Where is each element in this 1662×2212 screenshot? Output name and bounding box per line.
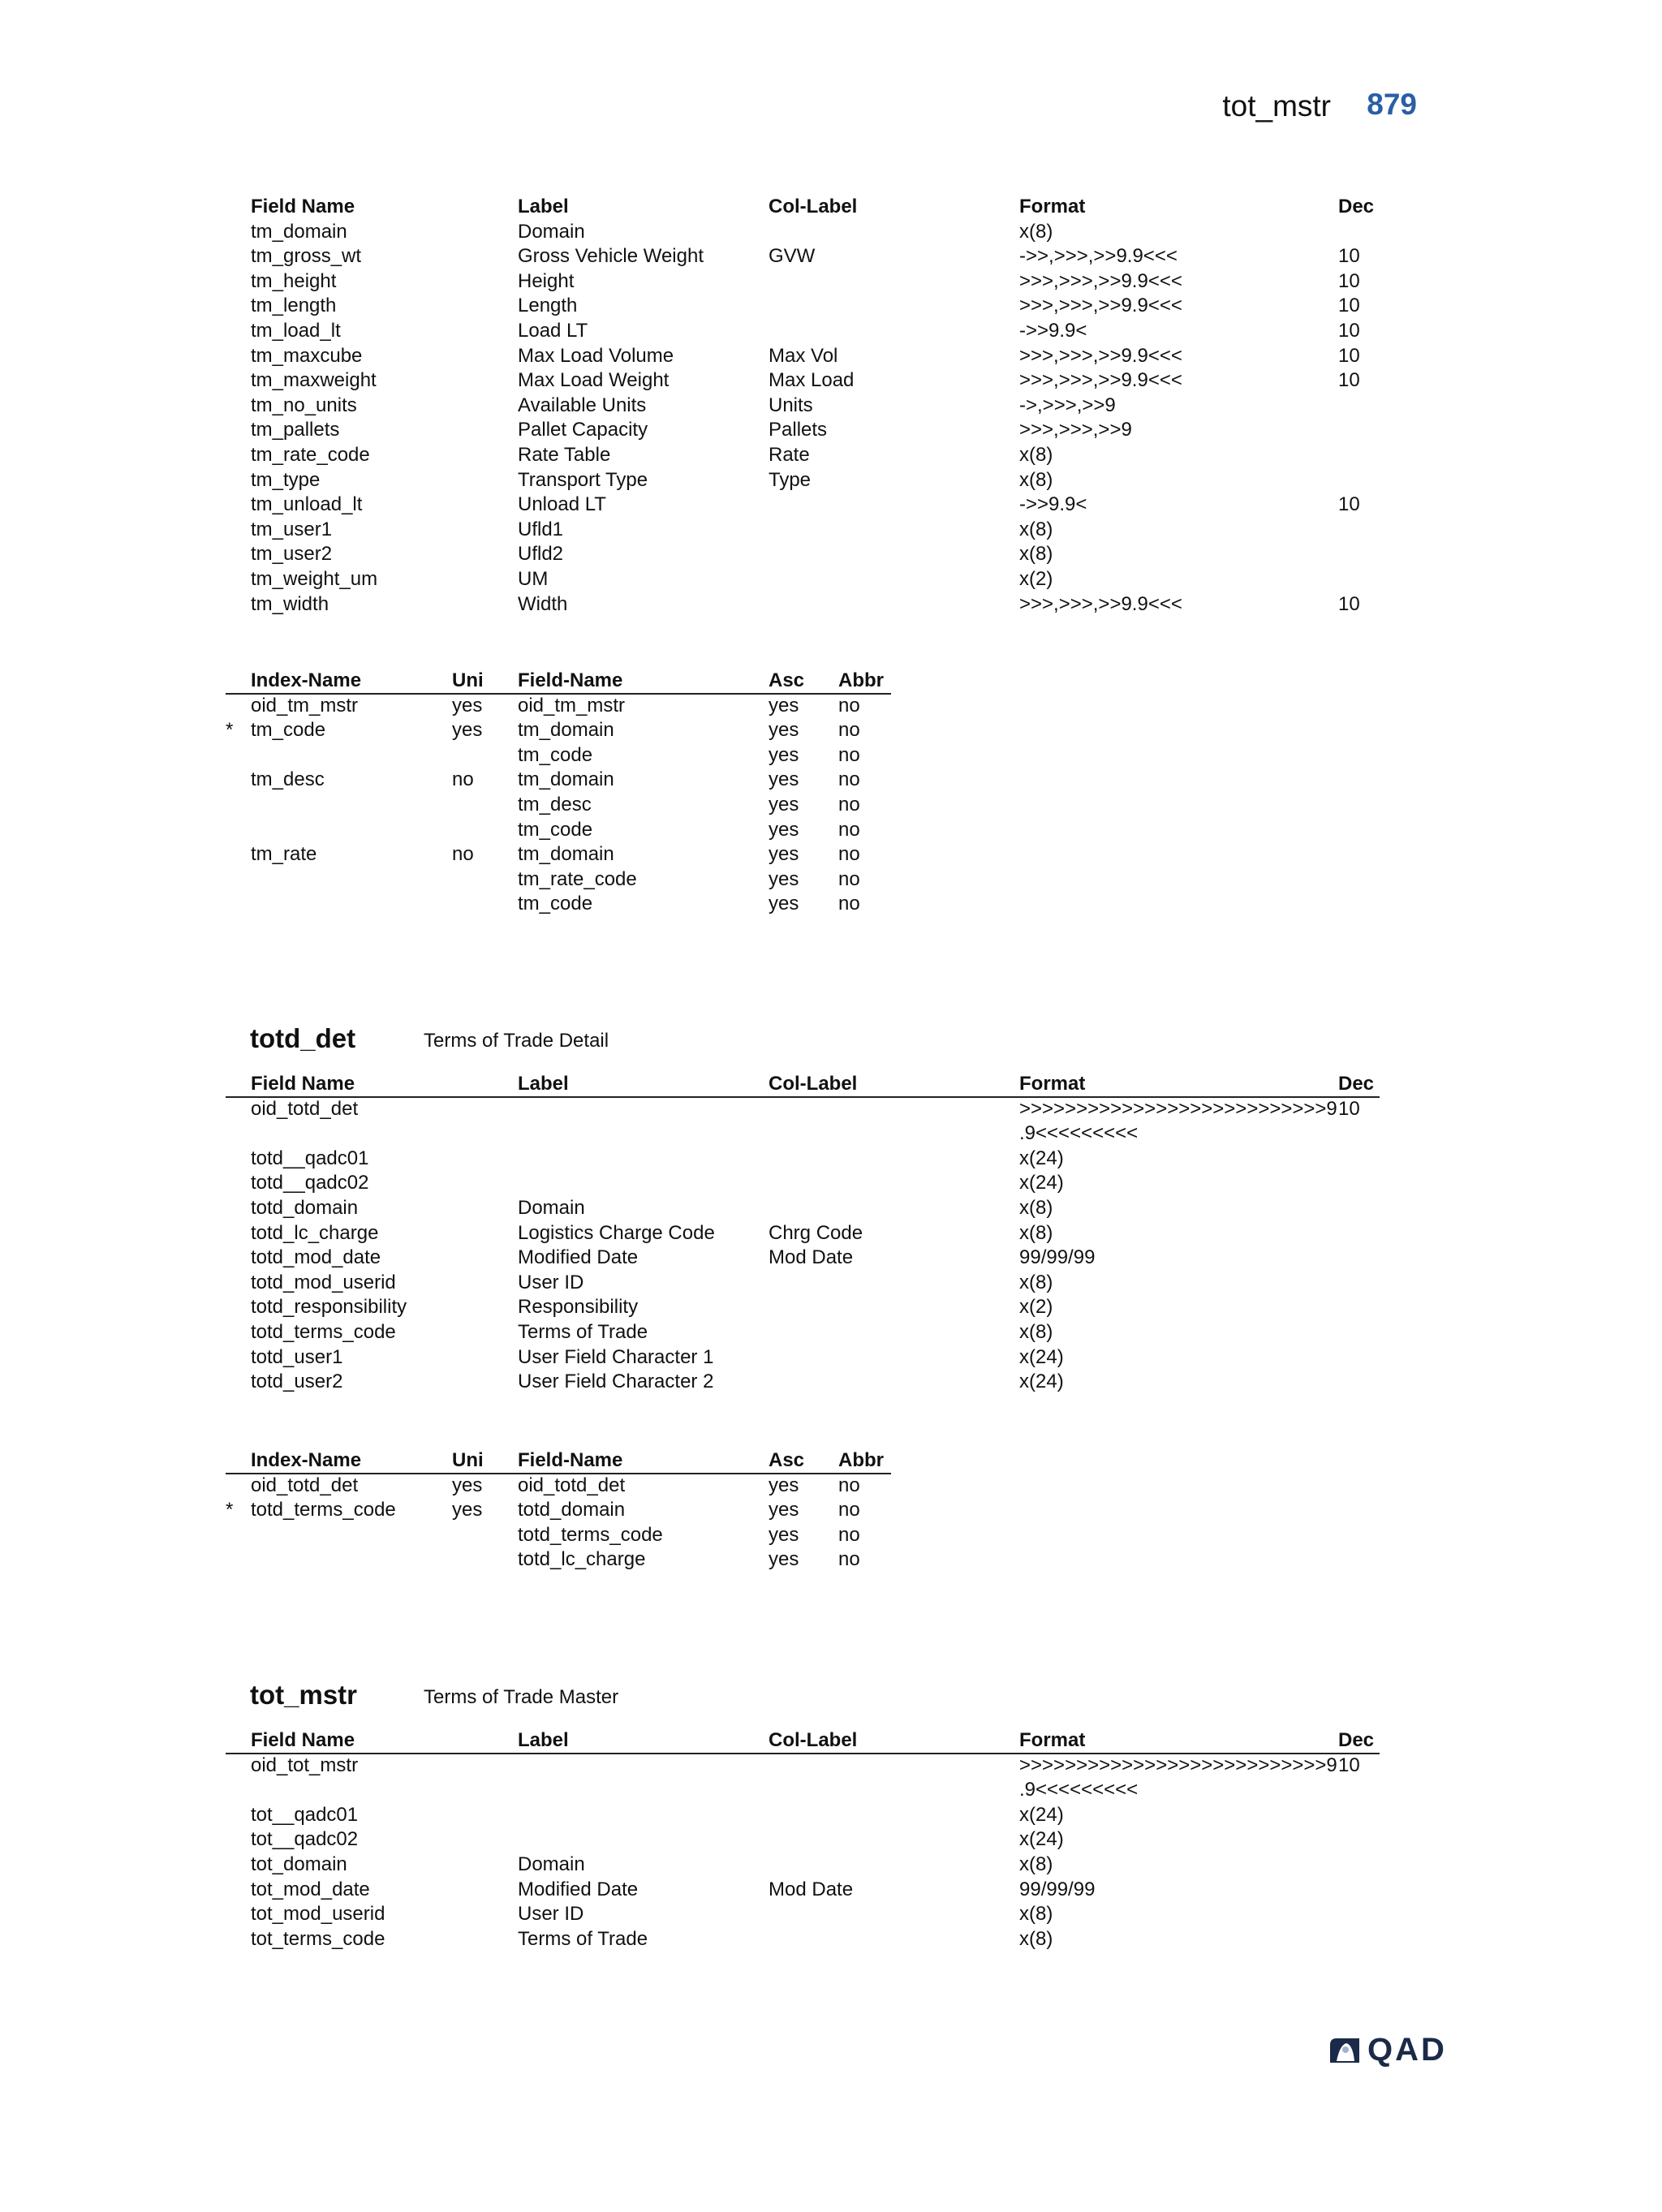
field-cell: Available Units bbox=[518, 394, 647, 416]
index-row bbox=[0, 694, 1662, 718]
field-row bbox=[0, 269, 1662, 294]
field-cell: ->,>>>,>>9 bbox=[1019, 394, 1116, 416]
index-cell: no bbox=[838, 818, 860, 841]
field-cell: tm_pallets bbox=[251, 419, 340, 441]
field-cell: x(24) bbox=[1019, 1803, 1064, 1826]
field-cell: Units bbox=[769, 394, 813, 416]
field-cell: x(2) bbox=[1019, 568, 1053, 590]
field-row bbox=[0, 1878, 1662, 1902]
field-cell: Logistics Charge Code bbox=[518, 1221, 715, 1244]
field-cell: tm_maxcube bbox=[251, 344, 363, 367]
field-cell: x(24) bbox=[1019, 1371, 1064, 1393]
field-row bbox=[0, 220, 1662, 244]
column-header: Abbr bbox=[838, 669, 884, 691]
field-cell: totd_user1 bbox=[251, 1345, 343, 1368]
field-row bbox=[0, 1171, 1662, 1195]
field-cell: oid_totd_det bbox=[251, 1097, 359, 1120]
field-cell: Ufld1 bbox=[518, 518, 564, 540]
field-cell: >>>>>>>>>>>>>>>>>>>>>>>>>>>9 bbox=[1019, 1754, 1337, 1776]
field-cell: Pallets bbox=[769, 419, 828, 441]
index-cell: yes bbox=[769, 1523, 799, 1546]
field-row bbox=[0, 1927, 1662, 1952]
field-row bbox=[0, 418, 1662, 442]
field-cell: tm_load_lt bbox=[251, 320, 341, 342]
qad-logo-text: QAD bbox=[1367, 2032, 1447, 2068]
field-row bbox=[0, 1246, 1662, 1270]
field-cell: UM bbox=[518, 568, 549, 590]
column-header: Dec bbox=[1338, 196, 1375, 217]
field-cell: GVW bbox=[769, 245, 816, 268]
index-row bbox=[0, 1474, 1662, 1498]
column-header: Asc bbox=[769, 1449, 805, 1471]
index-cell: yes bbox=[769, 818, 799, 841]
field-cell: tm_rate_code bbox=[251, 444, 370, 466]
field-cell: Domain bbox=[518, 1853, 585, 1875]
index-cell: totd_lc_charge bbox=[518, 1548, 646, 1571]
field-table-header bbox=[0, 195, 1662, 219]
index-cell: yes bbox=[452, 694, 483, 717]
section-description: Terms of Trade Detail bbox=[424, 1030, 609, 1052]
field-cell: >>>,>>>,>>9.9<<< bbox=[1019, 269, 1182, 292]
field-row bbox=[0, 344, 1662, 368]
index-row bbox=[0, 743, 1662, 768]
field-row bbox=[0, 1902, 1662, 1926]
index-cell: tm_desc bbox=[518, 794, 592, 816]
field-cell: Ufld2 bbox=[518, 543, 564, 566]
field-cell: User Field Character 1 bbox=[518, 1345, 714, 1368]
index-cell: yes bbox=[452, 1474, 483, 1496]
index-row bbox=[0, 892, 1662, 916]
index-row bbox=[0, 1498, 1662, 1522]
field-cell: User Field Character 2 bbox=[518, 1371, 714, 1393]
field-cell: 10 bbox=[1338, 245, 1360, 268]
index-cell: yes bbox=[769, 1474, 799, 1496]
field-cell: x(8) bbox=[1019, 1271, 1053, 1293]
index-row bbox=[0, 768, 1662, 792]
field-table-header bbox=[0, 1728, 1662, 1753]
field-row bbox=[0, 1121, 1662, 1146]
field-cell: totd_lc_charge bbox=[251, 1221, 379, 1244]
field-cell: 10 bbox=[1338, 493, 1360, 516]
index-cell: yes bbox=[769, 743, 799, 766]
field-cell: x(2) bbox=[1019, 1296, 1053, 1319]
field-cell: Modified Date bbox=[518, 1246, 639, 1269]
field-cell: tot_mod_date bbox=[251, 1878, 370, 1900]
field-cell: 10 bbox=[1338, 369, 1360, 392]
index-cell: yes bbox=[769, 1499, 799, 1521]
field-cell: Modified Date bbox=[518, 1878, 639, 1900]
index-cell: totd_terms_code bbox=[251, 1499, 396, 1521]
index-cell: yes bbox=[769, 893, 799, 915]
index-cell: yes bbox=[452, 1499, 483, 1521]
index-cell: tm_code bbox=[518, 743, 593, 766]
field-row bbox=[0, 1754, 1662, 1778]
field-cell: 10 bbox=[1338, 269, 1360, 292]
column-header: Field Name bbox=[251, 1073, 355, 1095]
index-row bbox=[0, 818, 1662, 842]
column-header: Abbr bbox=[838, 1449, 884, 1471]
field-cell: Gross Vehicle Weight bbox=[518, 245, 704, 268]
index-cell: tm_domain bbox=[518, 843, 614, 866]
field-cell: Max Vol bbox=[769, 344, 838, 367]
section-description: Terms of Trade Master bbox=[424, 1686, 619, 1708]
field-cell: Height bbox=[518, 269, 575, 292]
field-cell: tot_terms_code bbox=[251, 1927, 385, 1950]
field-cell: totd_mod_date bbox=[251, 1246, 381, 1269]
field-cell: >>>,>>>,>>9 bbox=[1019, 419, 1132, 441]
field-cell: tm_length bbox=[251, 295, 337, 317]
column-header: Format bbox=[1019, 196, 1086, 217]
field-cell: totd_user2 bbox=[251, 1371, 343, 1393]
index-table-header bbox=[0, 669, 1662, 693]
column-header: Field-Name bbox=[518, 1449, 623, 1471]
index-cell: yes bbox=[769, 768, 799, 791]
index-cell: tm_rate bbox=[251, 843, 317, 866]
field-cell: x(8) bbox=[1019, 1221, 1053, 1244]
column-header: Index-Name bbox=[251, 1449, 362, 1471]
field-cell: totd__qadc02 bbox=[251, 1172, 369, 1194]
field-cell: >>>,>>>,>>9.9<<< bbox=[1019, 369, 1182, 392]
field-cell: tot__qadc02 bbox=[251, 1828, 359, 1851]
field-cell: User ID bbox=[518, 1903, 584, 1926]
field-cell: x(8) bbox=[1019, 543, 1053, 566]
column-header: Uni bbox=[452, 1449, 484, 1471]
section-title: tot_mstr bbox=[250, 1680, 358, 1710]
index-row bbox=[0, 718, 1662, 742]
column-header: Dec bbox=[1338, 1729, 1375, 1751]
field-cell: tot_mod_userid bbox=[251, 1903, 385, 1926]
field-cell: tm_unload_lt bbox=[251, 493, 363, 516]
field-cell: tm_maxweight bbox=[251, 369, 377, 392]
field-cell: totd_mod_userid bbox=[251, 1271, 396, 1293]
index-cell: no bbox=[838, 694, 860, 717]
field-cell: Mod Date bbox=[769, 1246, 854, 1269]
field-cell: tm_user2 bbox=[251, 543, 333, 566]
field-cell: Max Load bbox=[769, 369, 855, 392]
page-number: 879 bbox=[1367, 88, 1417, 121]
field-row bbox=[0, 468, 1662, 493]
index-row bbox=[0, 1523, 1662, 1547]
field-cell: x(8) bbox=[1019, 1197, 1053, 1219]
index-cell: no bbox=[838, 1499, 860, 1521]
field-cell: x(8) bbox=[1019, 1321, 1053, 1343]
primary-index-marker: * bbox=[226, 1499, 234, 1521]
column-header: Col-Label bbox=[769, 1073, 858, 1095]
field-row bbox=[0, 1196, 1662, 1220]
column-header: Format bbox=[1019, 1073, 1086, 1095]
field-cell: x(24) bbox=[1019, 1345, 1064, 1368]
field-cell: tm_height bbox=[251, 269, 337, 292]
field-cell: tm_no_units bbox=[251, 394, 357, 416]
running-header-title: tot_mstr bbox=[1222, 89, 1331, 123]
field-cell: 99/99/99 bbox=[1019, 1246, 1096, 1269]
field-cell: totd__qadc01 bbox=[251, 1147, 369, 1169]
field-cell: >>>,>>>,>>9.9<<< bbox=[1019, 592, 1182, 615]
field-cell: totd_domain bbox=[251, 1197, 359, 1219]
index-table-header bbox=[0, 1448, 1662, 1473]
field-cell: x(8) bbox=[1019, 468, 1053, 491]
field-cell: Type bbox=[769, 468, 812, 491]
index-cell: totd_domain bbox=[518, 1499, 626, 1521]
field-row bbox=[0, 493, 1662, 517]
field-cell: x(24) bbox=[1019, 1172, 1064, 1194]
column-header: Field Name bbox=[251, 196, 355, 217]
index-cell: tm_domain bbox=[518, 719, 614, 742]
field-row bbox=[0, 1803, 1662, 1827]
column-header: Format bbox=[1019, 1729, 1086, 1751]
field-row bbox=[0, 1320, 1662, 1345]
index-cell: yes bbox=[452, 719, 483, 742]
column-header: Dec bbox=[1338, 1073, 1375, 1095]
field-row bbox=[0, 394, 1662, 418]
field-cell: oid_tot_mstr bbox=[251, 1754, 359, 1776]
section-title: totd_det bbox=[250, 1023, 356, 1053]
field-cell: Terms of Trade bbox=[518, 1321, 648, 1343]
qad-logo-icon bbox=[1328, 2037, 1361, 2064]
field-cell: Domain bbox=[518, 1197, 585, 1219]
field-row bbox=[0, 592, 1662, 617]
field-cell: User ID bbox=[518, 1271, 584, 1293]
column-header: Label bbox=[518, 1073, 569, 1095]
field-cell: ->>9.9< bbox=[1019, 320, 1087, 342]
field-cell: 10 bbox=[1338, 592, 1360, 615]
field-row bbox=[0, 1147, 1662, 1171]
index-cell: tm_rate_code bbox=[518, 867, 637, 890]
field-cell: tm_domain bbox=[251, 220, 347, 243]
index-row bbox=[0, 842, 1662, 867]
column-header: Asc bbox=[769, 669, 805, 691]
index-cell: yes bbox=[769, 694, 799, 717]
field-row bbox=[0, 294, 1662, 318]
index-cell: no bbox=[838, 843, 860, 866]
field-cell: Domain bbox=[518, 220, 585, 243]
field-row bbox=[0, 1370, 1662, 1394]
field-cell: >>>,>>>,>>9.9<<< bbox=[1019, 295, 1182, 317]
index-cell: oid_tm_mstr bbox=[518, 694, 626, 717]
field-row bbox=[0, 1778, 1662, 1802]
field-cell: .9<<<<<<<<< bbox=[1019, 1122, 1139, 1145]
field-cell: x(8) bbox=[1019, 1903, 1053, 1926]
field-cell: tm_gross_wt bbox=[251, 245, 362, 268]
field-cell: Width bbox=[518, 592, 568, 615]
field-row bbox=[0, 319, 1662, 343]
index-cell: yes bbox=[769, 843, 799, 866]
field-cell: ->>,>>>,>>9.9<<< bbox=[1019, 245, 1178, 268]
column-header: Index-Name bbox=[251, 669, 362, 691]
index-cell: tm_desc bbox=[251, 768, 325, 791]
index-cell: tm_code bbox=[251, 719, 326, 742]
field-cell: 10 bbox=[1338, 344, 1360, 367]
field-cell: x(8) bbox=[1019, 444, 1053, 466]
column-header: Field-Name bbox=[518, 669, 623, 691]
index-row bbox=[0, 1547, 1662, 1572]
field-cell: totd_responsibility bbox=[251, 1296, 407, 1319]
field-row bbox=[0, 443, 1662, 467]
index-cell: no bbox=[838, 1474, 860, 1496]
field-row bbox=[0, 368, 1662, 393]
field-cell: Chrg Code bbox=[769, 1221, 863, 1244]
index-cell: yes bbox=[769, 794, 799, 816]
field-cell: 10 bbox=[1338, 1754, 1360, 1776]
field-row bbox=[0, 542, 1662, 566]
field-cell: >>>,>>>,>>9.9<<< bbox=[1019, 344, 1182, 367]
index-cell: totd_terms_code bbox=[518, 1523, 663, 1546]
field-cell: Pallet Capacity bbox=[518, 419, 648, 441]
index-cell: no bbox=[838, 1548, 860, 1571]
column-header: Label bbox=[518, 196, 569, 217]
field-cell: Terms of Trade bbox=[518, 1927, 648, 1950]
index-cell: yes bbox=[769, 719, 799, 742]
field-cell: x(8) bbox=[1019, 220, 1053, 243]
field-cell: >>>>>>>>>>>>>>>>>>>>>>>>>>>9 bbox=[1019, 1097, 1337, 1120]
field-table-header bbox=[0, 1072, 1662, 1096]
index-cell: no bbox=[452, 768, 474, 791]
index-cell: yes bbox=[769, 867, 799, 890]
field-cell: ->>9.9< bbox=[1019, 493, 1087, 516]
field-cell: tm_type bbox=[251, 468, 321, 491]
field-cell: 10 bbox=[1338, 320, 1360, 342]
index-cell: tm_domain bbox=[518, 768, 614, 791]
field-cell: .9<<<<<<<<< bbox=[1019, 1779, 1139, 1801]
field-cell: x(24) bbox=[1019, 1147, 1064, 1169]
field-cell: x(8) bbox=[1019, 1853, 1053, 1875]
field-cell: Rate bbox=[769, 444, 810, 466]
field-cell: x(24) bbox=[1019, 1828, 1064, 1851]
field-cell: tm_user1 bbox=[251, 518, 333, 540]
field-row bbox=[0, 1271, 1662, 1295]
field-row bbox=[0, 567, 1662, 592]
column-header: Col-Label bbox=[769, 196, 858, 217]
field-row bbox=[0, 1295, 1662, 1319]
index-cell: oid_tm_mstr bbox=[251, 694, 359, 717]
field-cell: x(8) bbox=[1019, 1927, 1053, 1950]
field-cell: 10 bbox=[1338, 295, 1360, 317]
field-row bbox=[0, 1345, 1662, 1370]
field-cell: tot__qadc01 bbox=[251, 1803, 359, 1826]
column-header: Label bbox=[518, 1729, 569, 1751]
index-cell: no bbox=[838, 719, 860, 742]
index-cell: tm_code bbox=[518, 893, 593, 915]
index-row bbox=[0, 793, 1662, 817]
column-header: Uni bbox=[452, 669, 484, 691]
index-cell: no bbox=[838, 743, 860, 766]
index-cell: no bbox=[838, 768, 860, 791]
column-header: Field Name bbox=[251, 1729, 355, 1751]
field-row bbox=[0, 244, 1662, 269]
index-cell: tm_code bbox=[518, 818, 593, 841]
index-cell: no bbox=[452, 843, 474, 866]
index-row bbox=[0, 867, 1662, 892]
field-cell: x(8) bbox=[1019, 518, 1053, 540]
index-cell: no bbox=[838, 794, 860, 816]
field-row bbox=[0, 1853, 1662, 1877]
field-cell: Load LT bbox=[518, 320, 588, 342]
field-row bbox=[0, 1221, 1662, 1246]
field-cell: Rate Table bbox=[518, 444, 611, 466]
field-row bbox=[0, 1827, 1662, 1852]
qad-logo bbox=[1328, 2032, 1447, 2068]
index-cell: oid_totd_det bbox=[251, 1474, 359, 1496]
field-row bbox=[0, 518, 1662, 542]
field-cell: tm_width bbox=[251, 592, 329, 615]
field-cell: tot_domain bbox=[251, 1853, 347, 1875]
field-row bbox=[0, 1097, 1662, 1121]
index-cell: oid_totd_det bbox=[518, 1474, 626, 1496]
index-cell: no bbox=[838, 1523, 860, 1546]
field-cell: Mod Date bbox=[769, 1878, 854, 1900]
index-cell: yes bbox=[769, 1548, 799, 1571]
field-cell: tm_weight_um bbox=[251, 568, 378, 590]
index-cell: no bbox=[838, 893, 860, 915]
index-cell: no bbox=[838, 867, 860, 890]
field-cell: Max Load Weight bbox=[518, 369, 670, 392]
column-header: Col-Label bbox=[769, 1729, 858, 1751]
primary-index-marker: * bbox=[226, 719, 234, 742]
field-cell: Responsibility bbox=[518, 1296, 639, 1319]
field-cell: Max Load Volume bbox=[518, 344, 674, 367]
field-cell: Transport Type bbox=[518, 468, 648, 491]
field-cell: totd_terms_code bbox=[251, 1321, 396, 1343]
field-cell: 10 bbox=[1338, 1097, 1360, 1120]
field-cell: Unload LT bbox=[518, 493, 606, 516]
field-cell: Length bbox=[518, 295, 578, 317]
field-cell: 99/99/99 bbox=[1019, 1878, 1096, 1900]
